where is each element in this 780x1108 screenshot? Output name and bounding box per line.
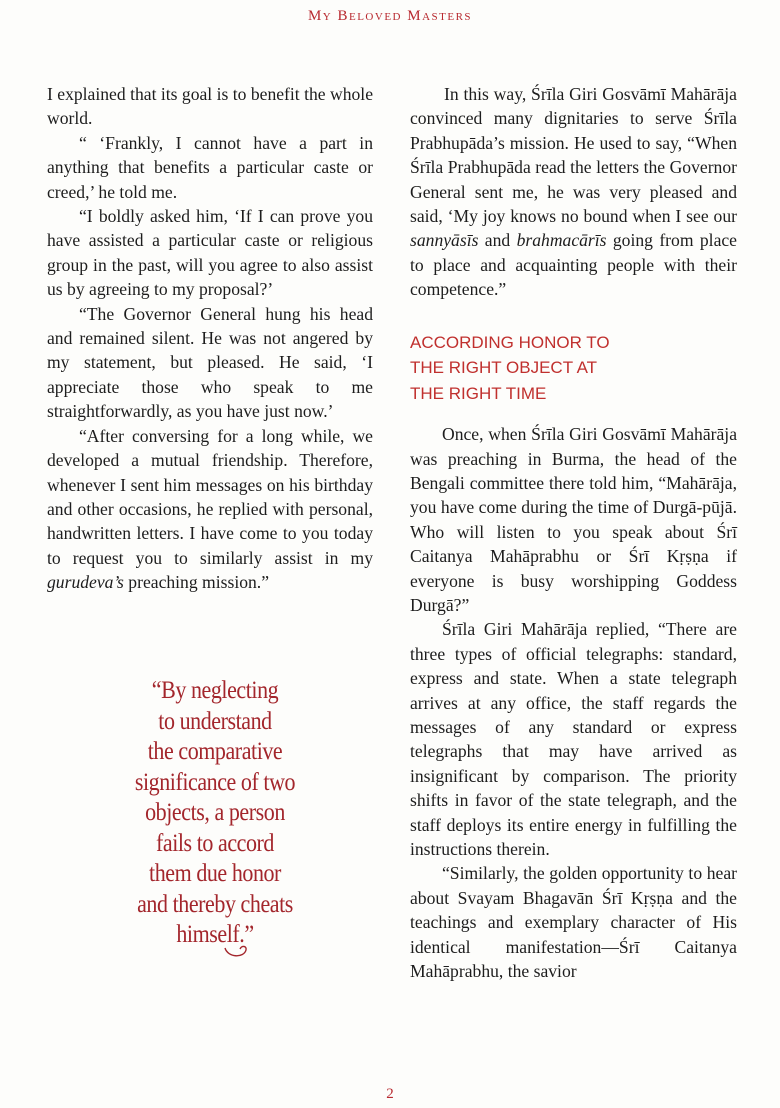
paragraph: “ ‘Frankly, I cannot have a part in anything that benefits a particular caste or creed,’ he told me. [47,132,373,202]
section-heading-line: THE RIGHT OBJECT AT [410,358,598,378]
paragraph: Once, when Śrīla Giri Gosvāmī Mahārāja was preaching in Burma, the head of the Bengali committee there told him, “Mahārāja, you have come during the time of Durgā-pūjā. Who will listen to you speak about Śrī Caitanya Mahāprabhu or Śrī Kṛṣṇa if everyone is busy worshipping Goddess Durgā?” [410,424,737,615]
right-column [410,82,737,984]
pull-quote-line: significance of two [134,768,296,796]
pull-quote-line: “By neglecting [151,677,279,704]
pull-quote-line: objects, a person [145,799,285,826]
italic-term: gurudeva’s [47,572,124,593]
swash-ornament-icon [222,942,252,962]
section-heading-line: ACCORDING HONOR TO [410,332,610,352]
paragraph: “I boldly asked him, ‘If I can prove you have assisted a particular caste or religious group in the past, will you agree to also assist us by agreeing to my proposal?’ [47,206,373,300]
section-heading [410,330,737,407]
paragraph [47,424,373,595]
paragraph: “The Governor General hung his head and remained silent. He was not angered by my statement, but pleased. He said, ‘I appreciate those who speak to me straightforwardly, as you have just now.’ [47,303,373,422]
text-run: preaching mission.” [123,572,270,593]
pull-quote-line: himself.” [176,921,254,948]
text-run: going from place to place and acquainting people with their competence.” [410,230,737,300]
paragraph: Śrīla Giri Mahārāja replied, “There are three types of official telegraphs: standard, express and state. When a state telegraph arrives at any office, the staff regards the messages of any standard or express telegraphs that may have arrived as insignificant by comparison. The priority shifts in favor of the state telegraph, and the staff deploys its entire energy in fulfilling the instructions therein. [410,619,737,860]
pull-quote-line: and thereby cheats [137,890,293,918]
paragraph: I explained that its goal is to benefit the whole world. [47,84,373,129]
italic-term: brahmacārīs [516,230,607,251]
pull-quote-line: to understand [158,707,272,735]
pull-quote-line: the comparative [147,738,283,765]
paragraph [410,82,737,302]
pull-quote-line: them due honor [149,860,281,887]
left-column [47,82,373,595]
section-heading-line: THE RIGHT TIME [410,383,547,403]
pull-quote [123,676,308,951]
text-run: and [478,230,517,251]
text-run: “After conversing for a long while, we developed a mutual friendship. Therefore, whenever I sent him messages on his birthday and other occasions, he replied with personal, handwritten letters. I have come to you today to request you to similarly assist in my [47,425,373,568]
italic-term: sannyāsīs [410,230,479,251]
pull-quote-line: fails to accord [155,829,275,857]
running-head: My Beloved Masters [307,8,473,24]
page-number: 2 [386,1086,394,1102]
paragraph: “Similarly, the golden opportunity to hear about Svayam Bhagavān Śrī Kṛṣṇa and the teachings and exemplary character of His identical manifestation—Śrī Caitanya Mahāprabhu, the savior [410,863,737,982]
text-run: In this way, Śrīla Giri Gosvāmī Mahārāja convinced many dignitaries to serve Śrīla Prabhupāda’s mission. He used to say, “When Śrīla Prabhupāda read the letters the Governor General sent me, he was very pleased and said, ‘My joy knows no bound when I see our [410,84,737,227]
